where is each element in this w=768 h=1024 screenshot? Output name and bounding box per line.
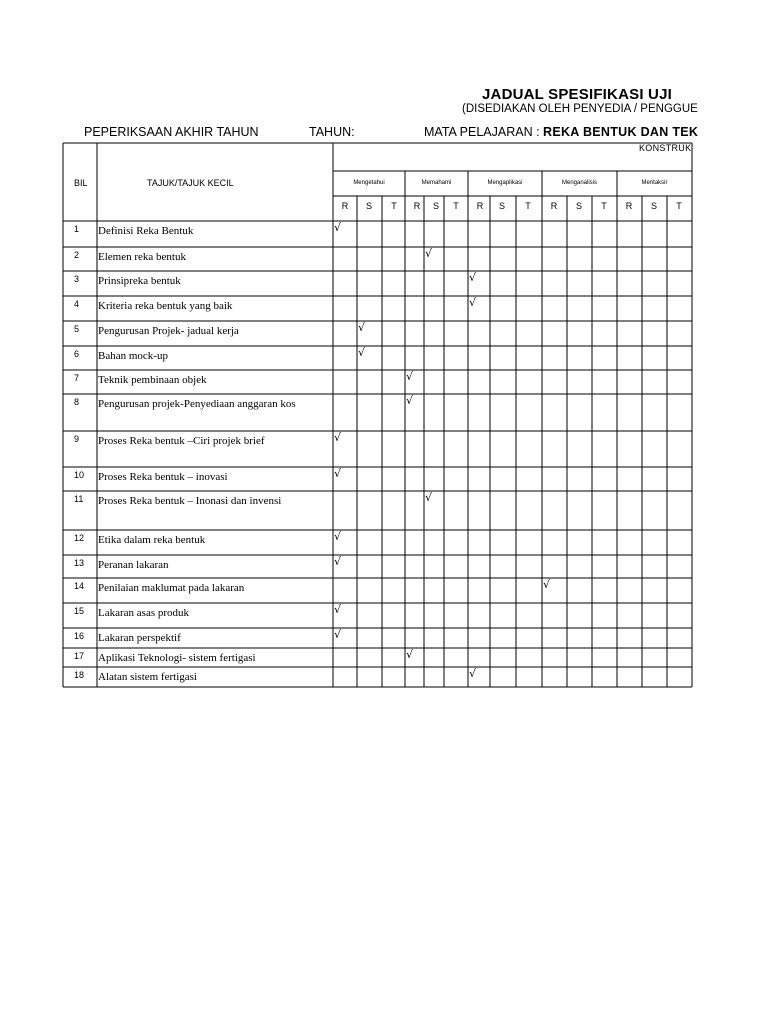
row-topic: Penilaian maklumat pada lakaran [98,582,245,594]
row-number: 5 [74,324,80,334]
sublevel-header: S [365,201,372,211]
level-header: Mengetahui [353,180,385,186]
tick-mark: √ [334,221,342,234]
row-number: 8 [74,397,80,407]
sublevel-header: R [550,201,558,211]
row-number: 7 [74,373,80,383]
subject-label: MATA PELAJARAN : [424,125,544,139]
tick-mark: √ [406,370,414,383]
row-topic: Proses Reka bentuk – inovasi [98,471,228,483]
row-number: 3 [74,274,80,284]
row-topic: Aplikasi Teknologi- sistem fertigasi [98,652,256,664]
row-topic: Proses Reka bentuk – Inonasi dan invensi [98,495,282,507]
exam-label: PEPERIKSAAN AKHIR TAHUN [84,125,259,139]
row-topic: Alatan sistem fertigasi [98,671,197,683]
row-topic: Proses Reka bentuk –Ciri projek brief [98,435,265,447]
row-number: 18 [74,670,85,680]
row-topic: Lakaran perspektif [98,632,181,644]
tick-mark: √ [334,555,342,568]
tick-mark: √ [358,321,366,334]
level-header: Mengaplikasi [487,180,523,186]
row-number: 17 [74,651,85,661]
column-header-bil: BIL [74,178,88,188]
row-number: 14 [74,581,85,591]
tick-mark: √ [358,346,366,359]
row-topic: Lakaran asas produk [98,607,190,619]
sublevel-header: R [625,201,633,211]
sublevel-header: R [476,201,484,211]
row-topic: Prinsipreka bentuk [98,275,181,287]
sublevel-header: T [676,201,682,211]
subject-line [424,125,698,139]
row-topic: Teknik pembinaan objek [98,374,207,386]
tick-mark: √ [469,667,477,680]
tick-mark: √ [334,467,342,480]
row-topic: Kriteria reka bentuk yang baik [98,300,233,312]
sublevel-header: T [453,201,459,211]
sublevel-header: T [601,201,607,211]
row-topic: Definisi Reka Bentuk [98,225,194,237]
tick-mark: √ [543,578,551,591]
row-number: 13 [74,558,85,568]
page-title: JADUAL SPESIFIKASI UJI [482,86,672,103]
row-topic: Pengurusan Projek- jadual kerja [98,325,239,337]
column-header-topic: TAJUK/TAJUK KECIL [147,178,234,188]
sublevel-header: S [650,201,657,211]
tick-mark: √ [469,271,477,284]
row-number: 2 [74,250,80,260]
row-number: 6 [74,349,80,359]
tick-mark: √ [334,431,342,444]
page-subtitle: (DISEDIAKAN OLEH PENYEDIA / PENGGUE [462,103,698,115]
sublevel-header: T [525,201,531,211]
level-header: Memahami [421,180,452,186]
row-number: 16 [74,631,85,641]
sublevel-header: T [391,201,397,211]
row-number: 12 [74,533,85,543]
tick-mark: √ [334,603,342,616]
row-topic: Bahan mock-up [98,350,168,362]
construct-label: KONSTRUK [639,143,692,153]
row-number: 10 [74,470,85,480]
row-number: 15 [74,606,85,616]
sublevel-header: S [432,201,439,211]
tick-mark: √ [469,296,477,309]
sublevel-header: R [413,201,421,211]
level-header: Menganalisis [561,180,598,186]
row-number: 9 [74,434,80,444]
sublevel-header: S [498,201,505,211]
row-number: 4 [74,299,80,309]
row-topic: Peranan lakaran [98,559,169,571]
row-topic: Pengurusan projek-Penyediaan anggaran kos [98,398,296,410]
row-topic: Etika dalam reka bentuk [98,534,206,546]
tick-mark: √ [406,394,414,407]
sublevel-header: R [341,201,349,211]
level-header: Mentaksir [641,180,668,186]
tick-mark: √ [406,648,414,661]
tick-mark: √ [334,628,342,641]
tick-mark: √ [425,247,433,260]
row-number: 11 [74,494,84,504]
row-topic: Elemen reka bentuk [98,251,186,263]
row-number: 1 [74,224,80,234]
tick-mark: √ [334,530,342,543]
subject-value: REKA BENTUK DAN TEK [543,125,699,139]
sublevel-header: S [575,201,582,211]
tick-mark: √ [425,491,433,504]
year-label: TAHUN: [309,125,355,139]
